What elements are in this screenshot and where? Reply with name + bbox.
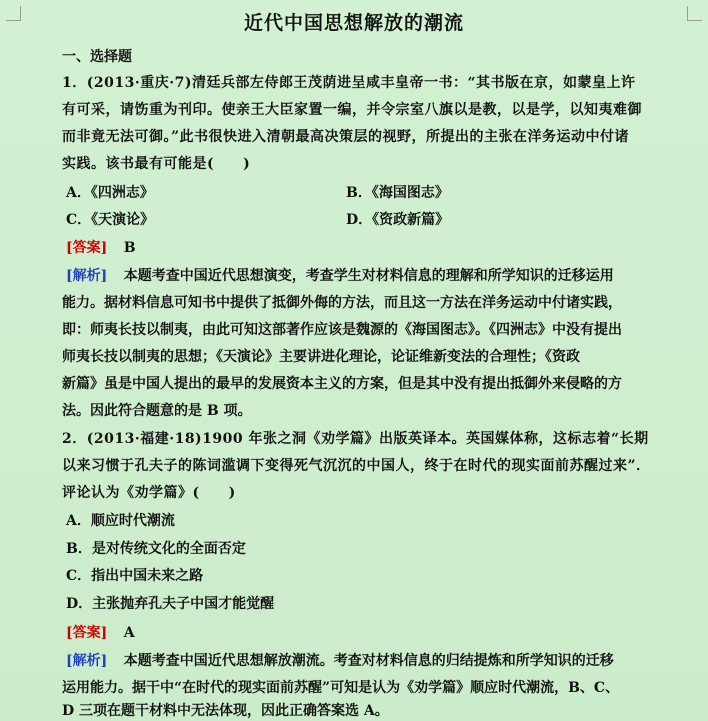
q1-option-d: D．《资政新篇》 — [346, 212, 450, 228]
q2-stem-line-2: 以来习惯于孔夫子的陈词滥调下变得死气沉沉的中国人，终于在时代的现实面前苏醒过来”． — [62, 458, 651, 474]
q2-option-d: D．主张抛弃孔夫子中国才能觉醒 — [66, 596, 275, 612]
q2-stem-line-3: 评论认为《劝学篇》( ) — [62, 485, 236, 501]
q2-option-a: A．顺应时代潮流 — [66, 513, 175, 529]
q2-option-c: C．指出中国未来之路 — [66, 568, 204, 584]
q1-option-b: B．《海国图志》 — [346, 185, 449, 201]
q1-answer-value: B — [123, 240, 136, 256]
q1-analysis-line-6: 法。因此符合题意的是 B 项。 — [62, 403, 252, 419]
q1-stem-line-2: 有可采，请饬重为刊印。使亲王大臣家置一编，并令宗室八旗以是教，以是学，以知夷难御 — [62, 102, 642, 118]
q2-analysis-tag: [解析] — [66, 653, 108, 669]
q1-stem-line-1: 1．(2013·重庆·7)清廷兵部左侍郎王茂荫进呈咸丰皇帝一书：“其书版在京，如蒙皇上许 — [62, 75, 636, 91]
q1-stem-line-4: 实践。该书最有可能是( ) — [62, 156, 251, 172]
q2-stem-line-1: 2．(2013·福建·18)1900 年张之洞《劝学篇》出版英译本。英国媒体称，这标志着“长期 — [62, 431, 649, 447]
q2-analysis-line-3: D 三项在题干材料中无法体现，因此正确答案选 A。 — [62, 703, 389, 719]
q1-analysis-line-4: 师夷长技以制夷的思想；《天演论》主要讲进化理论，论证维新变法的合理性；《资政 — [62, 349, 580, 365]
q2-analysis-line-1: [解析] 本题考查中国近代思想解放潮流。考查对材料信息的归结提炼和所学知识的迁移 — [66, 653, 614, 669]
q2-answer-row — [66, 623, 135, 643]
q1-analysis-line-2: 能力。据材料信息可知书中提供了抵御外侮的方法，而且这一方法在洋务运动中付诸实践， — [62, 295, 622, 311]
q2-answer-tag: [答案] — [66, 625, 108, 641]
q2-option-b: B．是对传统文化的全面否定 — [66, 541, 246, 557]
q1-option-c: C．《天演论》 — [66, 212, 155, 228]
q2-answer-value: A — [123, 625, 135, 641]
q1-analysis-line-3: 即：师夷长技以制夷，由此可知这部著作应该是魏源的《海国图志》。《四洲志》中没有提出 — [62, 322, 622, 338]
q1-analysis-line-1: [解析] 本题考查中国近代思想演变，考查学生对材料信息的理解和所学知识的迁移运用 — [66, 268, 614, 284]
section-heading: 一、选择题 — [62, 49, 132, 65]
q2-analysis-line-2: 运用能力。据干中“在时代的现实面前苏醒”可知是认为《劝学篇》顺应时代潮流，B、C、 — [62, 680, 620, 696]
q1-analysis-tag: [解析] — [66, 268, 108, 284]
document-title: 近代中国思想解放的潮流 — [243, 12, 464, 34]
q1-option-a: A．《四洲志》 — [66, 185, 154, 201]
q1-analysis-line-5: 新篇》虽是中国人提出的最早的发展资本主义的方案，但是其中没有提出抵御外来侵略的方 — [62, 376, 622, 392]
q1-answer-tag: [答案] — [66, 240, 108, 256]
q1-answer-row — [66, 238, 136, 258]
q1-stem-line-3: 而非竟无法可御。”此书很快进入清朝最高决策层的视野，所提出的主张在洋务运动中付诸 — [62, 129, 630, 145]
